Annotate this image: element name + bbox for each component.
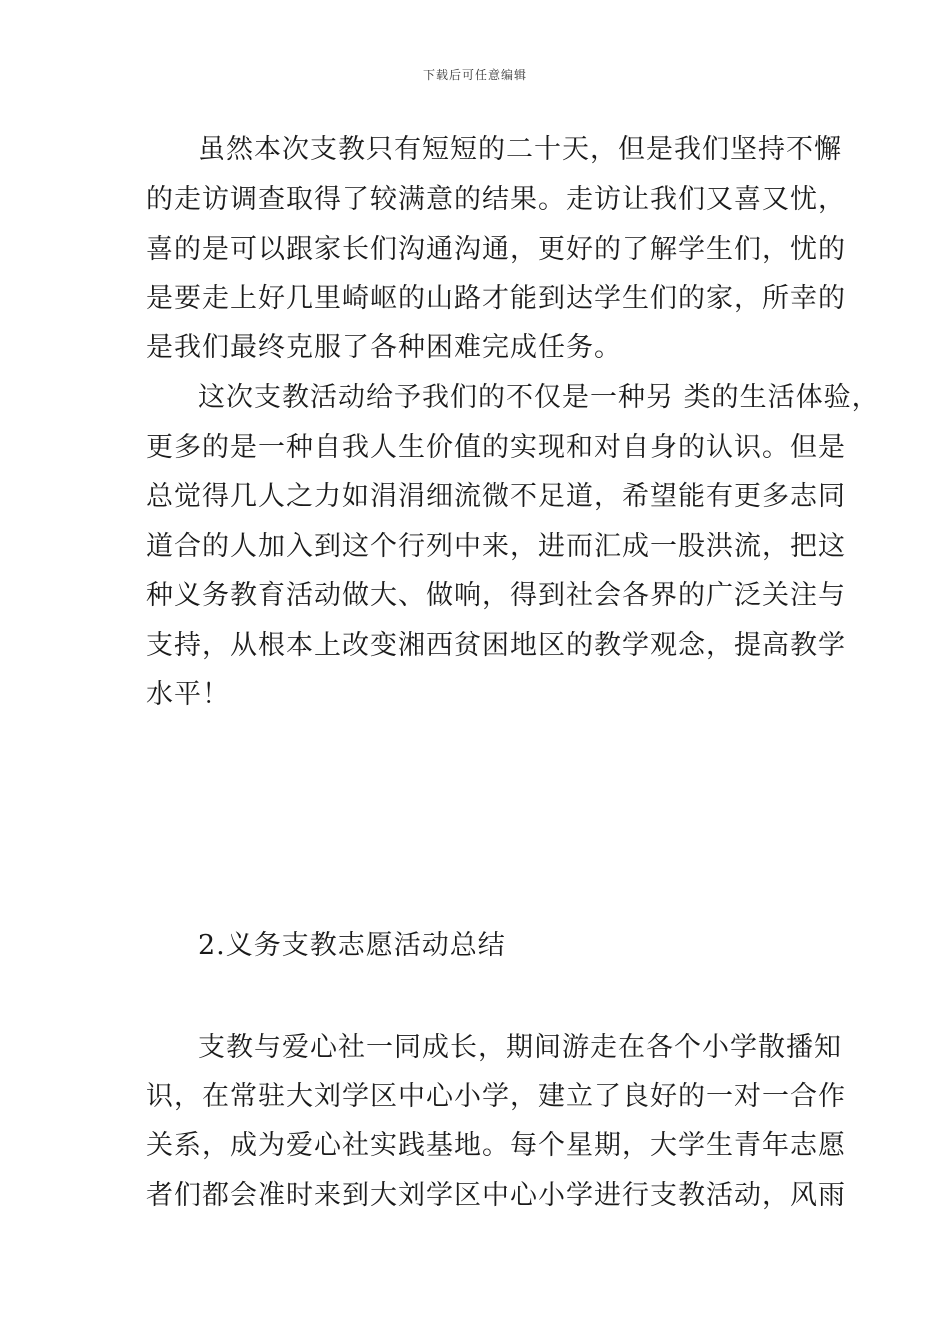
paragraph-line: 这次支教活动给予我们的不仅是一种另 类的生活体验，	[198, 382, 880, 413]
paragraph-line: 是要走上好几里崎岖的山路才能到达学生们的家，所幸的	[146, 283, 846, 314]
paragraph-line: 更多的是一种自我人生价值的实现和对自身的认识。但是	[146, 432, 846, 463]
paragraph-line: 支教与爱心社一同成长，期间游走在各个小学散播知	[198, 1032, 842, 1063]
header-note: 下载后可任意编辑	[422, 68, 527, 82]
paragraph-line: 关系，成为爱心社实践基地。每个星期，大学生青年志愿	[146, 1130, 846, 1161]
paragraph-line: 水平！	[146, 679, 230, 710]
paragraph-line: 喜的是可以跟家长们沟通沟通，更好的了解学生们，忧的	[146, 234, 846, 265]
section-heading: 2.义务支教志愿活动总结	[198, 930, 506, 961]
paragraph-line: 识，在常驻大刘学区中心小学，建立了良好的一对一合作	[146, 1081, 846, 1112]
paragraph-line: 的走访调查取得了较满意的结果。走访让我们又喜又忧，	[146, 184, 846, 215]
paragraph-line: 总觉得几人之力如涓涓细流微不足道，希望能有更多志同	[146, 481, 846, 512]
paragraph-line: 是我们最终克服了各种困难完成任务。	[146, 332, 622, 363]
paragraph-line: 种义务教育活动做大、做响，得到社会各界的广泛关注与	[146, 580, 846, 611]
paragraph-line: 者们都会准时来到大刘学区中心小学进行支教活动，风雨	[146, 1180, 846, 1211]
paragraph-line: 道合的人加入到这个行列中来，进而汇成一股洪流，把这	[146, 531, 846, 562]
paragraph-line: 支持，从根本上改变湘西贫困地区的教学观念，提高教学	[146, 630, 846, 661]
paragraph-line: 虽然本次支教只有短短的二十天，但是我们坚持不懈	[198, 134, 842, 165]
